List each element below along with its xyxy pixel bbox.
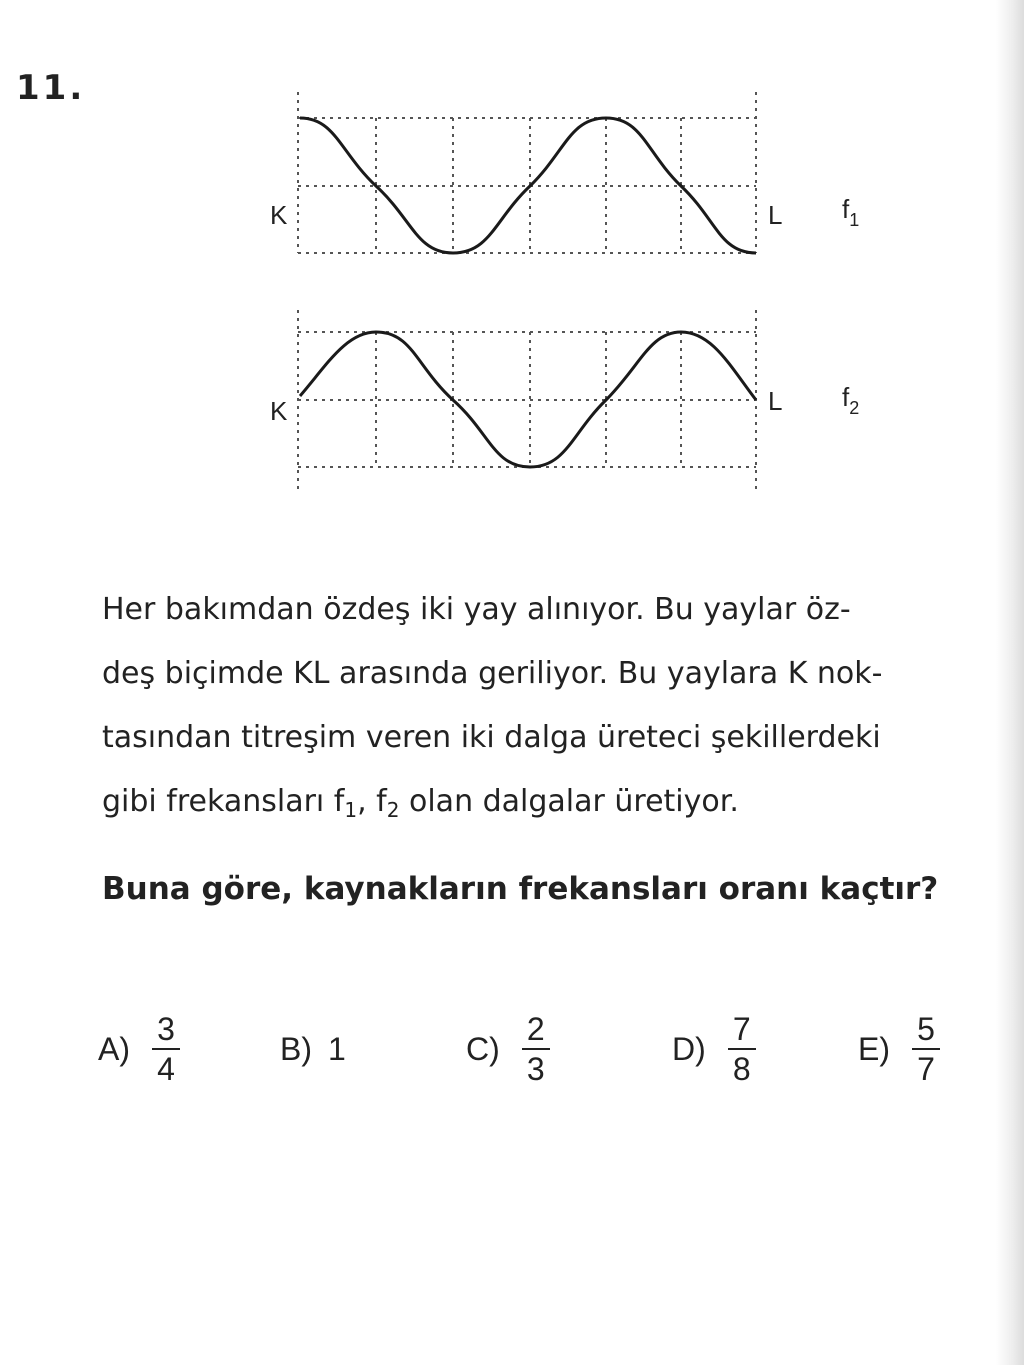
- wave2-right-label: L: [768, 386, 783, 416]
- question-line-3: tasından titreşim veren iki dalga üreteci şekillerdeki: [102, 720, 881, 755]
- choice-a-fraction: $\frac{3}{4}$: [152, 1010, 180, 1088]
- wave1-left-label: K: [270, 200, 288, 230]
- answer-choices: [98, 1004, 978, 1104]
- choice-b[interactable]: [280, 1004, 346, 1094]
- choice-a-letter: A): [98, 1030, 130, 1067]
- wave1-grid: [298, 92, 756, 253]
- choice-d[interactable]: [672, 1004, 756, 1094]
- wave2-left-label: K: [270, 396, 288, 426]
- question-line-4: gibi frekansları $f_1$, $f_2$ olan dalgalar üretiyor.: [102, 784, 739, 822]
- question-text: [102, 578, 990, 842]
- choice-e-letter: E): [858, 1030, 890, 1067]
- choice-e-fraction: $\frac{5}{7}$: [912, 1010, 940, 1088]
- choice-c-letter: C): [466, 1030, 500, 1067]
- choice-d-fraction: $\frac{7}{8}$: [728, 1010, 756, 1088]
- question-prompt: Buna göre, kaynakların frekansları oranı kaçtır?: [102, 871, 939, 907]
- choice-c[interactable]: [466, 1004, 550, 1094]
- wave-diagram: [0, 0, 1024, 560]
- question-line-1: Her bakımdan özdeş iki yay alınıyor. Bu yaylar öz-: [102, 592, 851, 627]
- wave2-frequency-label: $f_2$: [842, 382, 860, 418]
- choice-c-fraction: $\frac{2}{3}$: [522, 1010, 550, 1088]
- question-line-2: deş biçimde KL arasında geriliyor. Bu yaylara K nok-: [102, 656, 883, 691]
- choice-b-letter: B): [280, 1030, 312, 1067]
- choice-d-letter: D): [672, 1030, 706, 1067]
- question-number: 11.: [16, 68, 86, 108]
- choice-b-value: 1: [328, 1030, 346, 1067]
- choice-e[interactable]: [858, 1004, 940, 1094]
- choice-a[interactable]: [98, 1004, 180, 1094]
- wave1-curve: [300, 118, 756, 253]
- wave1-frequency-label: $f_1$: [842, 194, 860, 230]
- wave2-grid: [298, 310, 756, 492]
- wave1-right-label: L: [768, 200, 783, 230]
- wave2-curve: [300, 332, 756, 467]
